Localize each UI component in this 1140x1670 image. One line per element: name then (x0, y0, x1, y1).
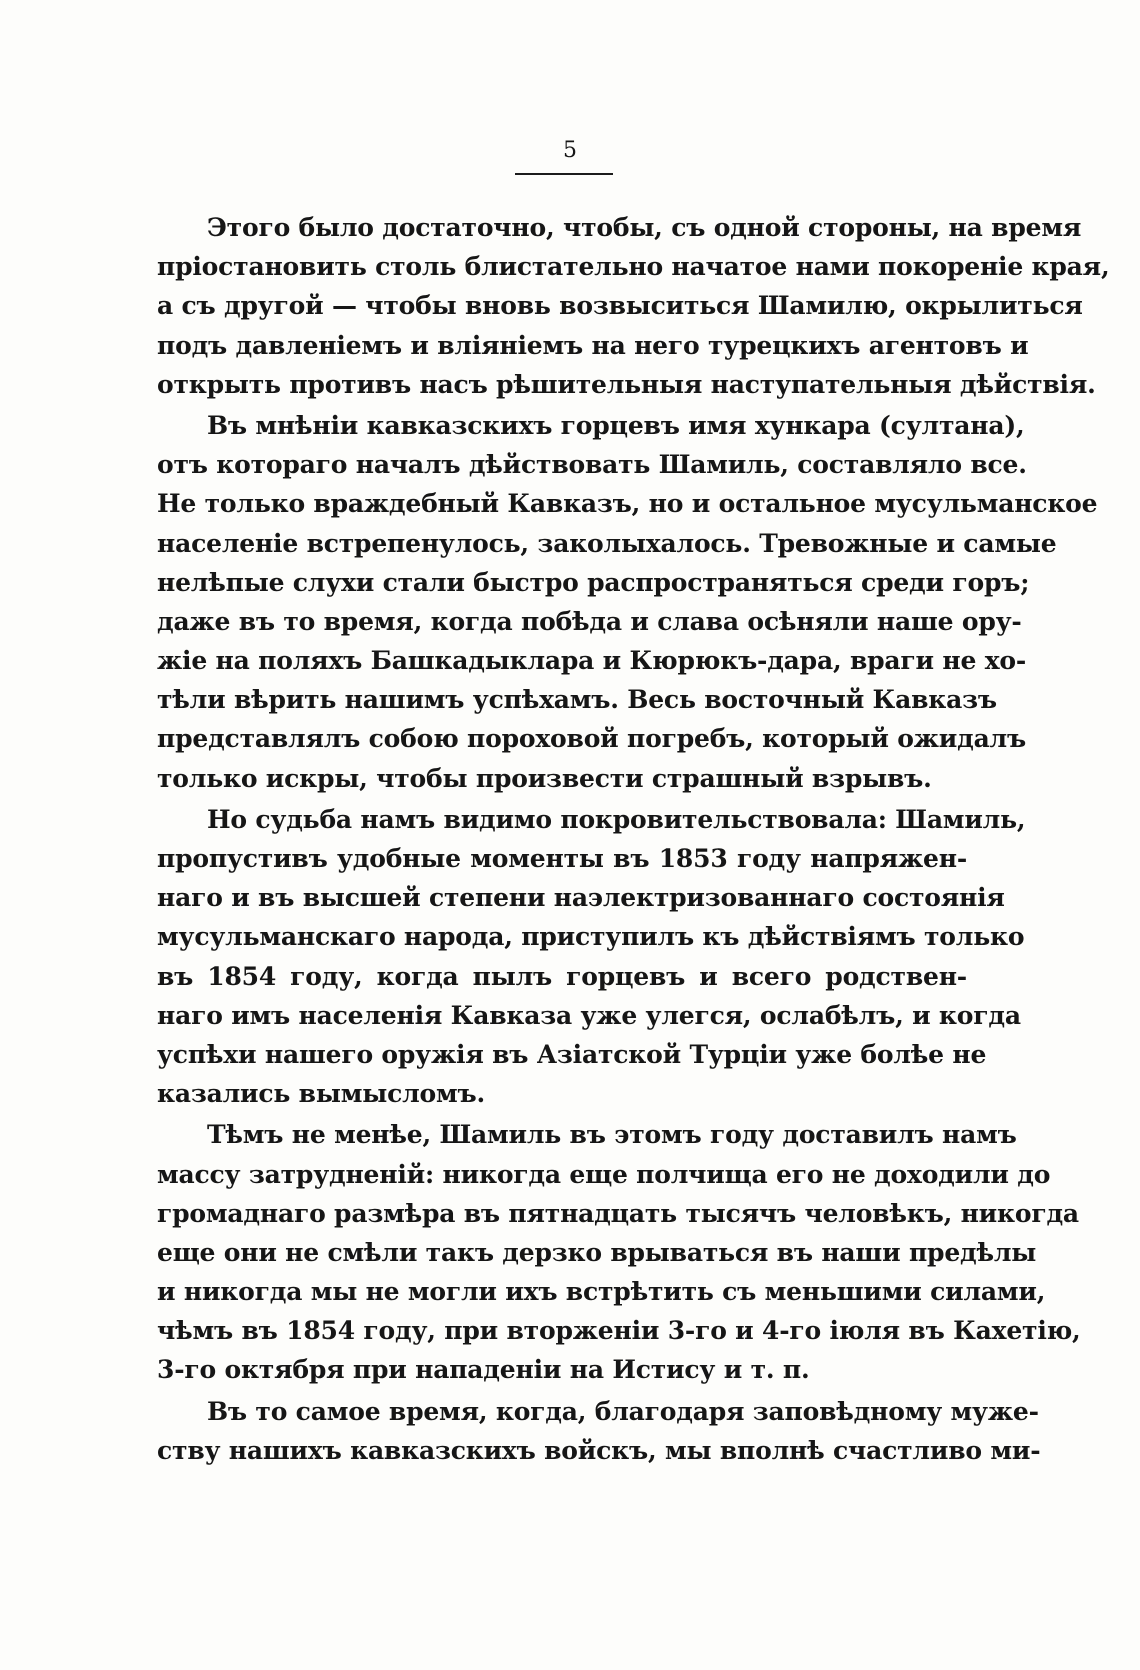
text-line: 3-го октября при нападеніи на Истису и т. п. (157, 1355, 810, 1385)
text-line: пріостановить столь блистательно начатое нами покореніе края, (157, 252, 1110, 282)
text-line: жіе на поляхъ Башкадыклара и Кюрюкъ-дара, враги не хо- (157, 646, 1027, 676)
paragraph (157, 1392, 1041, 1470)
body-text (157, 208, 1110, 1470)
paragraph (157, 208, 1110, 404)
text-line: и никогда мы не могли ихъ встрѣтить съ меньшими силами, (157, 1277, 1046, 1307)
text-line: чѣмъ въ 1854 году, при вторженіи 3-го и 4-го іюля въ Кахетію, (157, 1316, 1081, 1346)
text-line: наго имъ населенія Кавказа уже улегся, ослабѣлъ, и когда (157, 1000, 1021, 1030)
text-line: только искры, чтобы произвести страшный взрывъ. (157, 763, 932, 793)
text-line: Но судьба намъ видимо покровительствовала: Шамиль, (207, 804, 1026, 834)
text-line: населеніе встрепенулось, заколыхалось. Тревожные и самые (157, 528, 1057, 558)
page-number: 5 (563, 138, 577, 163)
text-line: отъ котораго началъ дѣйствовать Шамиль, составляло все. (157, 450, 1027, 480)
page-number-rule (515, 173, 613, 175)
paragraph (157, 1115, 1081, 1389)
text-line: Въ мнѣніи кавказскихъ горцевъ имя хункара (султана), (207, 410, 1025, 440)
text-line: наго и въ высшей степени наэлектризованнаго состоянія (157, 883, 1005, 913)
paragraph (157, 406, 1098, 798)
text-line: ству нашихъ кавказскихъ войскъ, мы вполнѣ счастливо ми- (157, 1435, 1041, 1465)
text-line: мусульманскаго народа, приступилъ къ дѣйствіямъ только (157, 922, 1025, 952)
text-line: казались вымысломъ. (157, 1079, 485, 1109)
text-line: Въ то самое время, когда, благодаря заповѣдному муже- (207, 1396, 1039, 1426)
text-line: представлялъ собою пороховой погребъ, который ожидалъ (157, 724, 1026, 754)
text-line: даже въ то время, когда побѣда и слава осѣняли наше ору- (157, 606, 1022, 636)
text-line: Тѣмъ не менѣе, Шамиль въ этомъ году доставилъ намъ (207, 1120, 1017, 1150)
text-line: успѣхи нашего оружія въ Азіатской Турціи уже болѣе не (157, 1039, 987, 1069)
text-line: въ 1854 году, когда пылъ горцевъ и всего родствен- (157, 961, 967, 991)
text-line: массу затрудненій: никогда еще полчища его не доходили до (157, 1159, 1051, 1189)
text-line: пропустивъ удобные моменты въ 1853 году напряжен- (157, 844, 967, 873)
text-line: Этого было достаточно, чтобы, съ одной стороны, на время (207, 213, 1082, 242)
text-line: открыть противъ насъ рѣшительныя наступательныя дѣйствія. (157, 369, 1096, 399)
text-line: еще они не смѣли такъ дерзко врываться въ наши предѣлы (157, 1237, 1037, 1267)
text-line: Не только враждебный Кавказъ, но и остальное мусульманское (157, 489, 1098, 519)
text-line: нелѣпые слухи стали быстро распространяться среди горъ; (157, 567, 1030, 597)
text-line: подъ давленіемъ и вліяніемъ на него турецкихъ агентовъ и (157, 330, 1029, 360)
text-line: а съ другой — чтобы вновь возвыситься Шамилю, окрылиться (157, 291, 1083, 321)
text-line: тѣли вѣрить нашимъ успѣхамъ. Весь восточный Кавказъ (157, 685, 997, 715)
text-line: громаднаго размѣра въ пятнадцать тысячъ человѣкъ, никогда (157, 1198, 1079, 1228)
paragraph (157, 800, 1026, 1114)
